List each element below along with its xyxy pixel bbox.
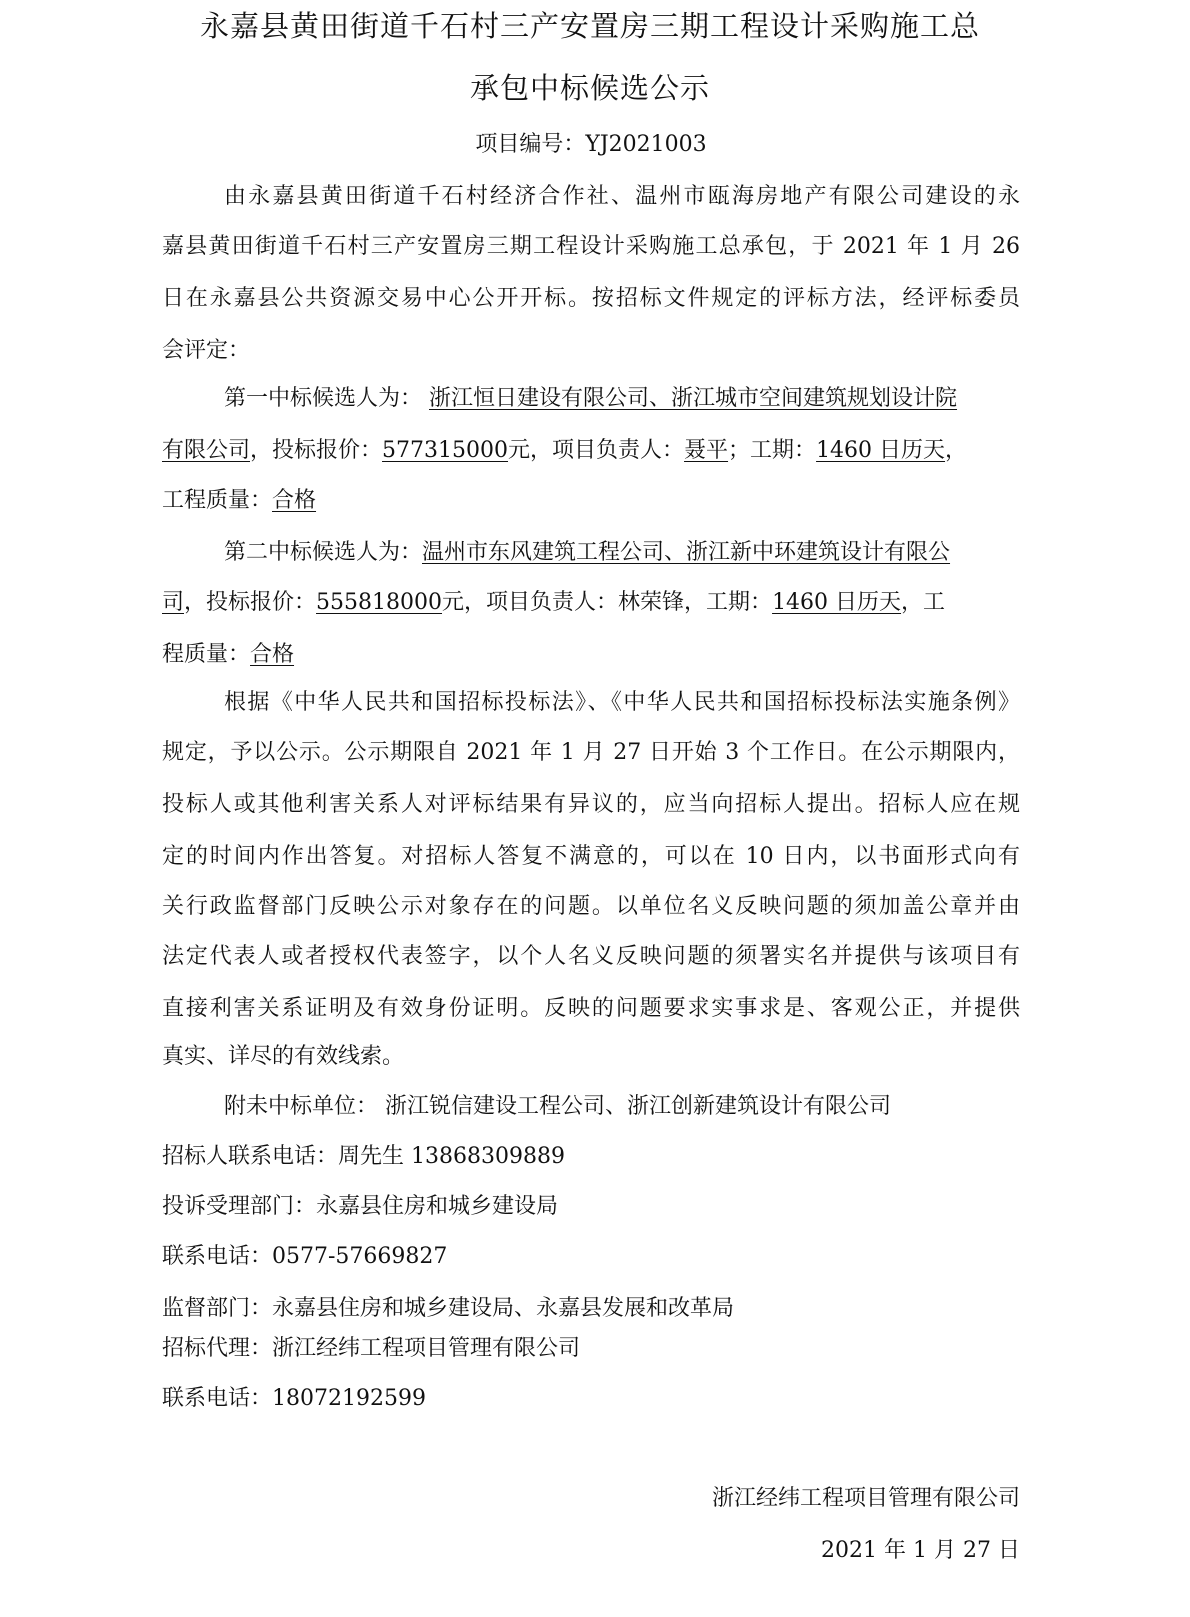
tender-agent: 招标代理：浙江经纬工程项目管理有限公司 <box>162 1336 581 1361</box>
second-candidate-line-2 <box>162 588 1020 618</box>
first-candidate-line-1 <box>162 384 1020 414</box>
intro-line-4: 会评定： <box>162 338 251 363</box>
notice-line-7: 直接利害关系证明及有效身份证明。反映的问题要求实事求是、客观公正，并提供 <box>162 996 1020 1021</box>
second-candidate-name-cont: 司 <box>162 590 185 615</box>
first-candidate-name: 浙江恒日建设有限公司、浙江城市空间建筑规划设计院 <box>429 386 958 411</box>
first-candidate-line-3 <box>162 486 1020 516</box>
first-quality-label: 工程质量： <box>162 488 273 513</box>
unsuccessful-bidders: 附未中标单位： 浙江锐信建设工程公司、浙江创新建筑设计有限公司 <box>224 1094 891 1119</box>
second-candidate-line-1 <box>162 538 1020 568</box>
first-quality: 合格 <box>272 488 317 513</box>
complaint-phone: 联系电话：0577-57669827 <box>162 1244 448 1269</box>
second-bid-amount: 555818000 <box>316 590 443 615</box>
signature-company: 浙江经纬工程项目管理有限公司 <box>711 1486 1020 1511</box>
second-candidate-line-3 <box>162 640 1020 670</box>
second-bid-label: ，投标报价： <box>184 590 317 615</box>
second-manager: 林荣锋 <box>618 590 685 615</box>
notice-line-1: 根据《中华人民共和国招标投标法》、《中华人民共和国招标投标法实施条例》 <box>224 690 1020 715</box>
second-quality-label: 程质量： <box>162 642 251 667</box>
second-quality: 合格 <box>250 642 295 667</box>
second-candidate-name: 温州市东风建筑工程公司、浙江新中环建筑设计有限公 <box>422 540 951 565</box>
signature-date: 2021 年 1 月 27 日 <box>821 1538 1020 1563</box>
first-candidate-name-cont: 有限公司 <box>162 438 251 463</box>
tenderer-phone: 招标人联系电话：周先生 13868309889 <box>162 1144 565 1169</box>
supervision-department: 监督部门：永嘉县住房和城乡建设局、永嘉县发展和改革局 <box>162 1296 735 1321</box>
notice-line-5: 关行政监督部门反映公示对象存在的问题。以单位名义反映问题的须加盖公章并由 <box>162 894 1020 919</box>
first-manager: 聂平 <box>684 438 729 463</box>
first-period: 1460 日历天 <box>816 438 946 463</box>
intro-line-2: 嘉县黄田街道千石村三产安置房三期工程设计采购施工总承包，于 2021 年 1 月 26 <box>162 234 1020 259</box>
second-comma: ，工 <box>901 590 946 615</box>
second-candidate-label: 第二中标候选人为： <box>224 540 423 565</box>
first-bid-label: ，投标报价： <box>250 438 383 463</box>
second-period-label: ，工期： <box>684 590 773 615</box>
intro-line-1: 由永嘉县黄田街道千石村经济合作社、温州市瓯海房地产有限公司建设的永 <box>224 184 1020 209</box>
first-candidate-label: 第一中标候选人为： <box>224 386 423 411</box>
document-title-line-1: 永嘉县黄田街道千石村三产安置房三期工程设计采购施工总 <box>199 9 980 43</box>
notice-line-3: 投标人或其他利害关系人对评标结果有异议的，应当向招标人提出。招标人应在规 <box>162 792 1020 817</box>
notice-line-8: 真实、详尽的有效线索。 <box>162 1044 405 1069</box>
first-bid-amount: 577315000 <box>382 438 509 463</box>
notice-line-4: 定的时间内作出答复。对招标人答复不满意的，可以在 10 日内，以书面形式向有 <box>162 844 1020 869</box>
first-candidate-line-2 <box>162 436 1020 466</box>
second-period: 1460 日历天 <box>772 590 902 615</box>
complaint-department: 投诉受理部门：永嘉县住房和城乡建设局 <box>162 1194 559 1219</box>
document-title-line-2: 承包中标候选公示 <box>469 71 710 105</box>
notice-line-6: 法定代表人或者授权代表签字，以个人名义反映问题的须署实名并提供与该项目有 <box>162 944 1020 969</box>
first-manager-label: 元，项目负责人： <box>508 438 685 463</box>
first-period-label: ；工期： <box>728 438 817 463</box>
first-comma: ， <box>945 438 968 463</box>
project-number: 项目编号：YJ2021003 <box>475 132 707 157</box>
second-manager-label: 元，项目负责人： <box>442 590 619 615</box>
notice-line-2: 规定，予以公示。公示期限自 2021 年 1 月 27 日开始 3 个工作日。在公示期限内， <box>162 740 1020 765</box>
agent-phone: 联系电话：18072192599 <box>162 1386 426 1411</box>
intro-line-3: 日在永嘉县公共资源交易中心公开开标。按招标文件规定的评标方法，经评标委员 <box>162 286 1020 311</box>
